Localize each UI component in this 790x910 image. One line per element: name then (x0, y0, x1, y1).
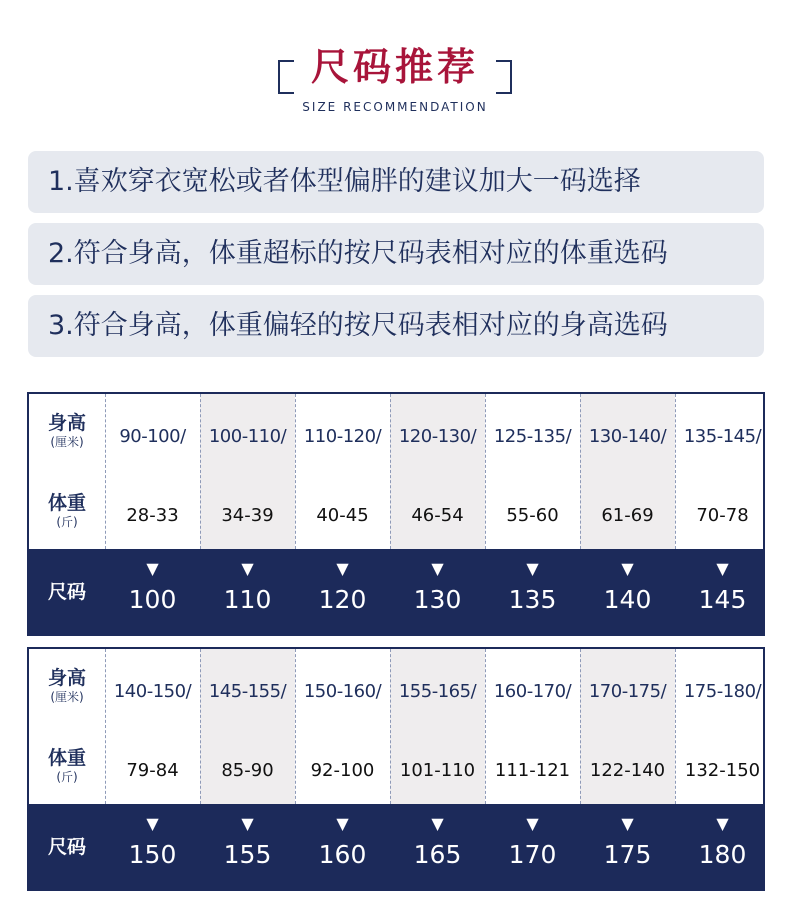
size-table-2 (27, 647, 765, 891)
height-label-text: 身高 (47, 667, 86, 689)
weight-range-cell: 61-69 (601, 505, 654, 526)
weight-range-cell: 34-39 (221, 505, 274, 526)
weight-range-cell: 79-84 (126, 760, 179, 781)
size-table-1 (27, 392, 765, 636)
size-label: 尺码 (47, 581, 86, 603)
weight-range-cell: 122-140 (589, 760, 666, 781)
height-range-cell: 145-155/ (208, 681, 287, 702)
down-triangle-icon: ▼ (146, 814, 159, 833)
down-triangle-icon: ▼ (146, 559, 159, 578)
size-value: 145 (698, 585, 747, 614)
weight-range-cell: 46-54 (411, 505, 464, 526)
down-triangle-icon: ▼ (241, 559, 254, 578)
height-label-text: 身高 (47, 412, 86, 434)
size-value: 170 (508, 840, 557, 869)
height-unit-text: (厘米) (50, 435, 84, 449)
size-value: 110 (223, 585, 272, 614)
height-range-cell: 125-135/ (493, 426, 572, 447)
weight-range-cell: 70-78 (696, 505, 749, 526)
height-range-cell: 170-175/ (588, 681, 667, 702)
tip-3: 3.符合身高，体重偏轻的按尺码表相对应的身高选码 (28, 295, 764, 357)
weight-range-cell: 92-100 (310, 760, 375, 781)
weight-range-cell: 132-150 (684, 760, 761, 781)
size-value: 155 (223, 840, 272, 869)
height-label (29, 667, 105, 705)
height-label (29, 412, 105, 450)
weight-label (29, 747, 105, 785)
down-triangle-icon: ▼ (431, 559, 444, 578)
tip-1: 1.喜欢穿衣宽松或者体型偏胖的建议加大一码选择 (28, 151, 764, 213)
height-unit-text: (厘米) (50, 690, 84, 704)
size-value: 135 (508, 585, 557, 614)
weight-range-cell: 55-60 (506, 505, 559, 526)
weight-range-cell: 111-121 (494, 760, 571, 781)
height-range-cell: 155-165/ (398, 681, 477, 702)
size-value: 130 (413, 585, 462, 614)
size-band (29, 804, 763, 889)
down-triangle-icon: ▼ (336, 814, 349, 833)
weight-unit-text: (斤) (56, 515, 78, 529)
down-triangle-icon: ▼ (716, 814, 729, 833)
page-header (0, 0, 790, 140)
size-value: 165 (413, 840, 462, 869)
tip-2: 2.符合身高，体重超标的按尺码表相对应的体重选码 (28, 223, 764, 285)
size-value: 140 (603, 585, 652, 614)
weight-range-cell: 28-33 (126, 505, 179, 526)
size-band (29, 549, 763, 634)
down-triangle-icon: ▼ (336, 559, 349, 578)
height-range-cell: 160-170/ (493, 681, 572, 702)
height-range-cell: 110-120/ (303, 426, 382, 447)
weight-label-text: 体重 (47, 492, 86, 514)
size-label: 尺码 (47, 836, 86, 858)
down-triangle-icon: ▼ (526, 814, 539, 833)
weight-range-cell: 85-90 (221, 760, 274, 781)
down-triangle-icon: ▼ (526, 559, 539, 578)
down-triangle-icon: ▼ (431, 814, 444, 833)
down-triangle-icon: ▼ (716, 559, 729, 578)
size-value: 175 (603, 840, 652, 869)
size-value: 120 (318, 585, 367, 614)
height-range-cell: 90-100/ (119, 426, 186, 447)
size-value: 180 (698, 840, 747, 869)
down-triangle-icon: ▼ (621, 814, 634, 833)
weight-label (29, 492, 105, 530)
height-range-cell: 150-160/ (303, 681, 382, 702)
height-range-cell: 130-140/ (588, 426, 667, 447)
page-subtitle: SIZE RECOMMENDATION (302, 100, 488, 114)
weight-range-cell: 40-45 (316, 505, 369, 526)
height-range-cell: 120-130/ (398, 426, 477, 447)
weight-range-cell: 101-110 (399, 760, 476, 781)
size-value: 160 (318, 840, 367, 869)
weight-unit-text: (斤) (56, 770, 78, 784)
page-title: 尺码推荐 (310, 45, 479, 89)
down-triangle-icon: ▼ (241, 814, 254, 833)
size-value: 100 (128, 585, 177, 614)
height-range-cell: 100-110/ (208, 426, 287, 447)
weight-label-text: 体重 (47, 747, 86, 769)
height-range-cell: 175-180/ (683, 681, 762, 702)
height-range-cell: 135-145/ (683, 426, 762, 447)
height-range-cell: 140-150/ (113, 681, 192, 702)
size-value: 150 (128, 840, 177, 869)
down-triangle-icon: ▼ (621, 559, 634, 578)
